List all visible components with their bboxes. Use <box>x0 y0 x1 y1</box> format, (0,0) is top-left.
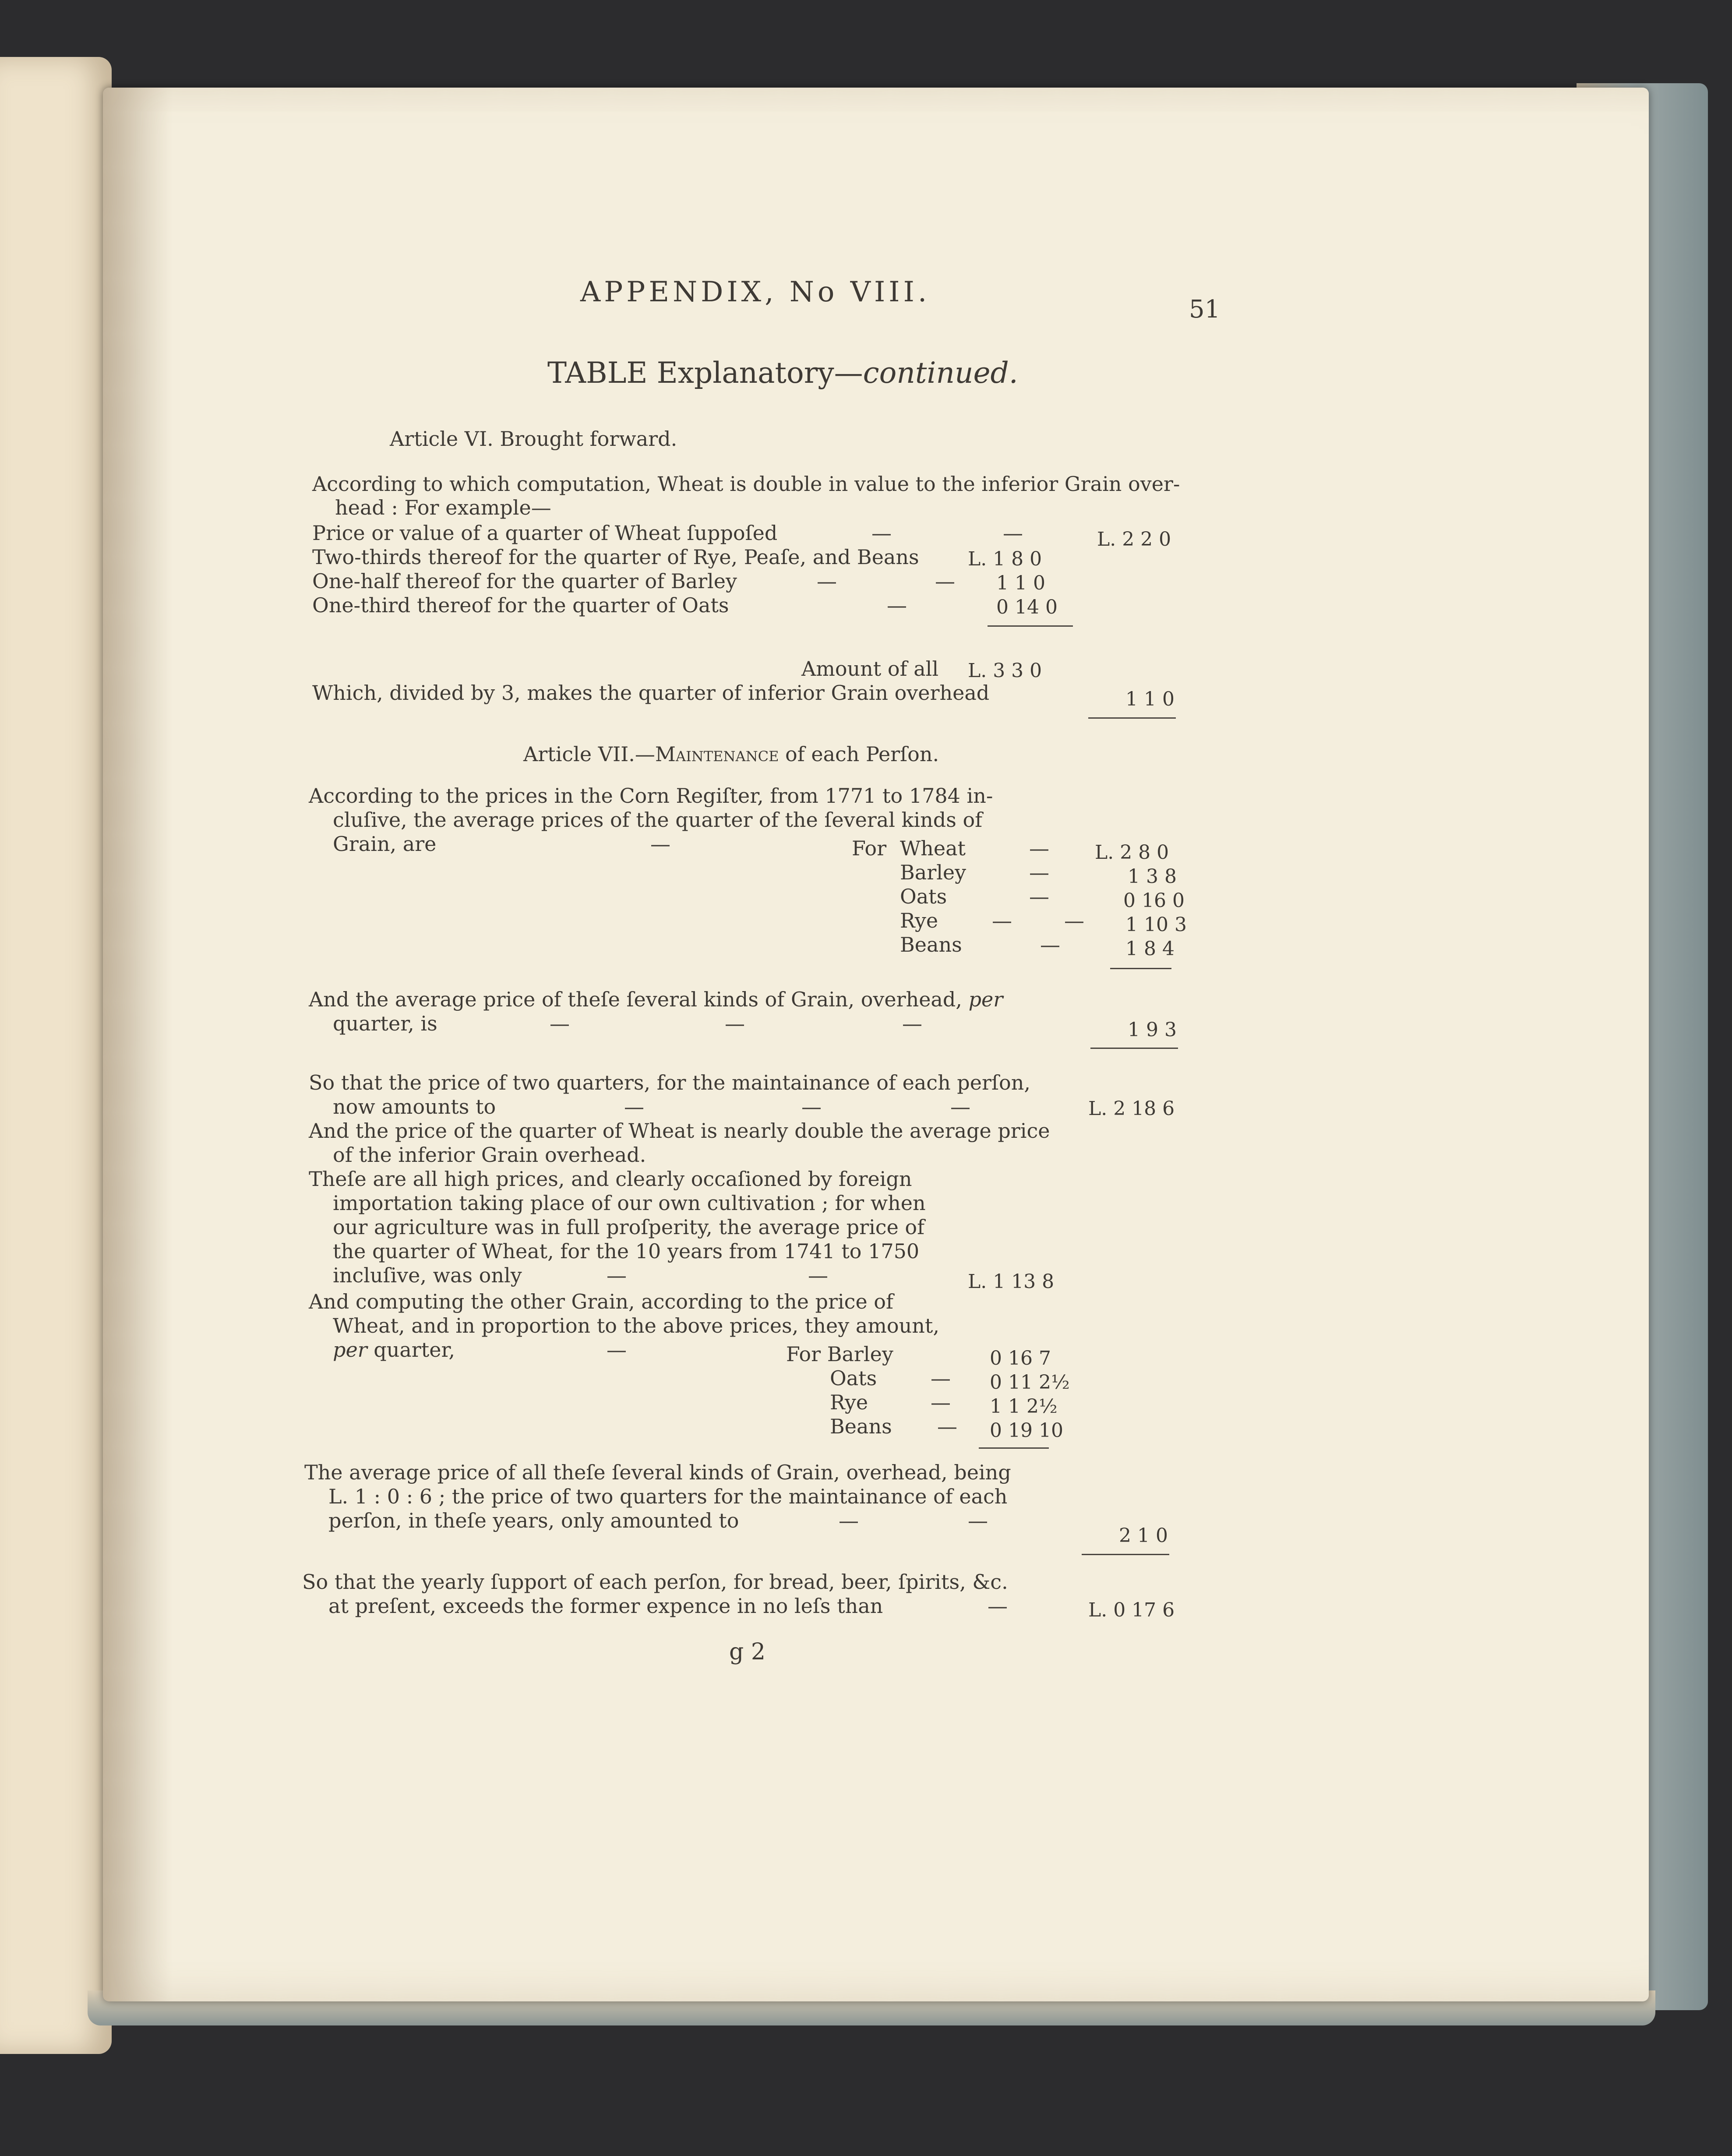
leader-dash: — <box>950 1095 970 1119</box>
these-prices-line5: incluſive, was only <box>333 1263 522 1287</box>
amount-of-all-label: Amount of all <box>801 657 939 681</box>
former-average-line1: The average price of all theſe ſeveral kinds of Grain, overhead, being <box>304 1461 1011 1484</box>
page-number: 51 <box>1189 295 1221 324</box>
yearly-support-line1: So that the yearly ſupport of each perſon, for bread, beer, ſpirits, &c. <box>302 1570 1008 1594</box>
grain-price-wheat: L. 2 8 0 <box>1095 841 1169 864</box>
leader-dash: — <box>992 909 1012 932</box>
divided-label: Which, divided by 3, makes the quarter of inferior Grain overhead <box>312 681 990 705</box>
leader-dash: — <box>650 832 670 856</box>
grain-name-rye: Rye <box>900 909 938 932</box>
article6-heading: Article VI. Brought forward. <box>390 427 677 451</box>
barley-label: One-half thereof for the quarter of Barley <box>312 569 737 593</box>
sum-rule <box>988 625 1073 627</box>
old-grain-name-beans: Beans <box>830 1415 892 1438</box>
oats-value: 0 14 0 <box>996 596 1058 618</box>
these-prices-line1: Theſe are all high prices, and clearly occaſioned by foreign <box>309 1167 912 1191</box>
yearly-support-line2: at preſent, exceeds the former expence in no leſs than <box>328 1594 883 1618</box>
leader-dash: — <box>902 1012 922 1035</box>
table-title: TABLE Explanatory—continued. <box>547 356 1018 390</box>
grain-name-beans: Beans <box>900 933 962 956</box>
old-grain-name-oats: Oats <box>830 1366 877 1390</box>
two-quarters-line2: now amounts to <box>333 1095 496 1119</box>
divided-value: 1 1 0 <box>1125 688 1175 710</box>
old-grain-price-oats: 0 11 2½ <box>990 1371 1070 1394</box>
leader-dash: — <box>931 1366 951 1390</box>
leader-dash: — <box>801 1095 822 1119</box>
nearly-double-line1: And the price of the quarter of Wheat is nearly double the average price <box>309 1119 1050 1143</box>
leader-dash: — <box>988 1594 1008 1618</box>
leader-dash: — <box>1040 933 1060 956</box>
total-rule <box>1090 1048 1178 1049</box>
leader-dash: — <box>817 569 837 593</box>
these-prices-line3: our agriculture was in full proſperity, the average price of <box>333 1215 925 1239</box>
old-grain-name-rye: Rye <box>830 1390 868 1414</box>
signature-mark: g 2 <box>729 1639 765 1665</box>
article7-para1-line1: According to the prices in the Corn Regiſter, from 1771 to 1784 in- <box>309 784 993 808</box>
old-wheat-value: L. 1 13 8 <box>968 1270 1055 1293</box>
total-rule <box>1088 717 1176 719</box>
computing-line2: Wheat, and in proportion to the above prices, they amount, <box>333 1314 939 1337</box>
leader-dash: — <box>1029 885 1049 908</box>
leader-dash: — <box>871 521 892 545</box>
gutter-shadow <box>103 88 173 2001</box>
average-line1: And the average price of theſe ſeveral kinds of Grain, overhead, per <box>309 988 1003 1011</box>
grain-price-barley: 1 3 8 <box>1128 865 1177 888</box>
wheat-supposed-value: L. 2 2 0 <box>1097 528 1171 550</box>
former-average-line3: perſon, in theſe years, only amounted to <box>328 1509 739 1532</box>
old-grain-price-barley: 0 16 7 <box>990 1347 1051 1369</box>
grain-price-beans: 1 8 4 <box>1125 938 1175 960</box>
leader-dash: — <box>1029 836 1049 860</box>
leader-dash: — <box>931 1390 951 1414</box>
book-page <box>103 88 1649 2001</box>
these-prices-line2: importation taking place of our own cultivation ; for when <box>333 1191 926 1215</box>
former-average-value: 2 1 0 <box>1119 1524 1168 1547</box>
amount-of-all-value: L. 3 3 0 <box>968 660 1042 682</box>
average-value: 1 9 3 <box>1128 1019 1177 1041</box>
article7-para1-line3: Grain, are <box>333 832 437 856</box>
sum-rule <box>979 1447 1049 1449</box>
leader-dash: — <box>1003 521 1023 545</box>
leader-dash: — <box>607 1263 627 1287</box>
old-grain-name-barley: For Barley <box>786 1342 893 1366</box>
leader-dash: — <box>624 1095 644 1119</box>
yearly-support-value: L. 0 17 6 <box>1088 1599 1175 1621</box>
article7-heading: Article VII.—Maintenance of each Perſon. <box>523 742 939 766</box>
for-label: For <box>852 836 887 860</box>
leader-dash: — <box>839 1509 859 1532</box>
total-rule <box>1082 1554 1169 1555</box>
barley-value: 1 1 0 <box>996 572 1045 594</box>
former-average-line2: L. 1 : 0 : 6 ; the price of two quarters for the maintainance of each <box>328 1485 1008 1508</box>
grain-price-oats: 0 16 0 <box>1123 889 1185 912</box>
old-grain-price-beans: 0 19 10 <box>990 1419 1063 1442</box>
grain-name-oats: Oats <box>900 885 947 908</box>
two-quarters-line1: So that the price of two quarters, for the maintainance of each perſon, <box>309 1071 1030 1094</box>
leader-dash: — <box>937 1415 957 1438</box>
nearly-double-line2: of the inferior Grain overhead. <box>333 1143 646 1167</box>
rye-pease-beans-value: L. 1 8 0 <box>968 548 1042 570</box>
leader-dash: — <box>725 1012 745 1035</box>
leader-dash: — <box>968 1509 988 1532</box>
computing-line1: And computing the other Grain, according to the price of <box>309 1290 894 1313</box>
wheat-supposed-label: Price or value of a quarter of Wheat ſuppoſed <box>312 521 778 545</box>
computing-line3: per quarter, <box>333 1338 455 1362</box>
facing-page <box>0 57 112 2054</box>
grain-name-wheat: Wheat <box>900 836 966 860</box>
two-quarters-value: L. 2 18 6 <box>1088 1097 1175 1120</box>
article6-intro-line1: According to which computation, Wheat is double in value to the inferior Grain over- <box>312 472 1180 496</box>
grain-name-barley: Barley <box>900 861 967 884</box>
article6-intro-line2: head : For example— <box>335 496 551 519</box>
average-line2: quarter, is <box>333 1012 437 1035</box>
rye-pease-beans-label: Two-thirds thereof for the quarter of Rye, Peaſe, and Beans <box>312 545 919 569</box>
leader-dash: — <box>607 1338 627 1362</box>
leader-dash: — <box>1064 909 1084 932</box>
running-header: APPENDIX, No VIII. <box>580 276 931 308</box>
article7-para1-line2: cluſive, the average prices of the quarter of the ſeveral kinds of <box>333 808 983 832</box>
leader-dash: — <box>808 1263 828 1287</box>
oats-label: One-third thereof for the quarter of Oats <box>312 593 729 617</box>
leader-dash: — <box>550 1012 570 1035</box>
old-grain-price-rye: 1 1 2½ <box>990 1395 1058 1418</box>
grain-price-rye: 1 10 3 <box>1125 914 1187 936</box>
leader-dash: — <box>1029 861 1049 884</box>
leader-dash: — <box>935 569 955 593</box>
sum-rule <box>1110 968 1171 969</box>
these-prices-line4: the quarter of Wheat, for the 10 years from 1741 to 1750 <box>333 1239 920 1263</box>
leader-dash: — <box>887 593 907 617</box>
